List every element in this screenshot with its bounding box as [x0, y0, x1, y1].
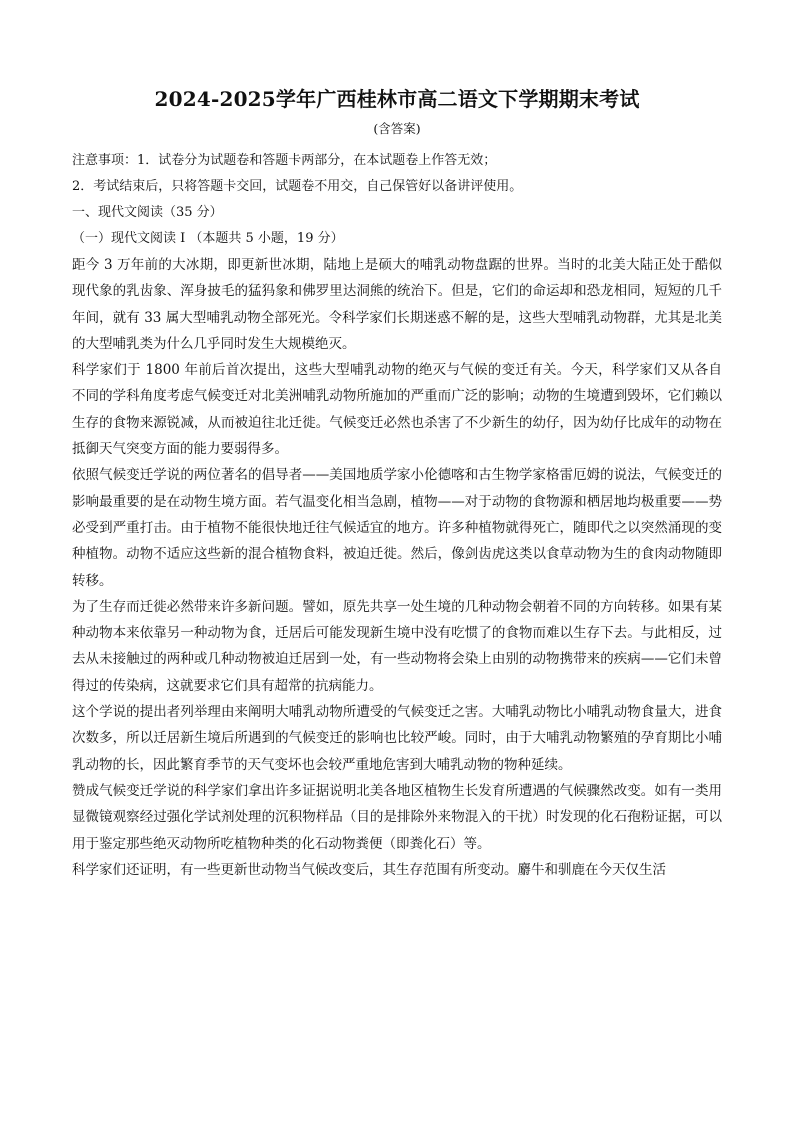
section-heading: 一、现代文阅读（35 分） [72, 205, 223, 220]
body-paragraph: 依照气候变迁学说的两位著名的倡导者——美国地质学家小伦德喀和古生物学家格雷厄姆的说法，气候变迁的影响最重要的是在动物生境方面。若气温变化相当急剧，植物——对于动物的食物源和栖居地均极重要——势必受到严重打击。由于植物不能很快地迁往气候适宜的地方。许多种植物就得死亡，随即代之以突然涌现的变种植物。动物不适应这些新的混合植物食料，被迫迁徙。然后，像剑齿虎这类以食草动物为生的食肉动物随即转移。 [72, 467, 722, 589]
body-paragraph: 科学家们于 1800 年前后首次提出，这些大型哺乳动物的绝灭与气候的变迁有关。今天，科学家们又从各自不同的学科角度考虑气候变迁对北美洲哺乳动物所施加的严重而广泛的影响；动物的生境遭到毁坏，它们赖以生存的食物来源锐减，从而被迫往北迁徙。气候变迁必然也杀害了不少新生的幼仔，因为幼仔比成年的动物在抵御天气突变方面的能力要弱得多。 [72, 362, 722, 458]
body-paragraph: 这个学说的提出者列举理由来阐明大哺乳动物所遭受的气候变迁之害。大哺乳动物比小哺乳动物食量大，进食次数多，所以迁居新生境后所遇到的气候变迁的影响也比较严峻。同时，由于大哺乳动物繁殖的孕育期比小哺乳动物的长，因此繁育季节的天气变坏也会较严重地危害到大哺乳动物的物种延续。 [72, 704, 722, 773]
page-subtitle: (含答案) [373, 121, 421, 136]
body-paragraph: 距今 3 万年前的大冰期，即更新世冰期，陆地上是硕大的哺乳动物盘踞的世界。当时的北美大陆正处于酷似现代象的乳齿象、浑身披毛的猛犸象和佛罗里达洞熊的统治下。但是，它们的命运却和恐龙相同，短短的几千年间，就有 33 属大型哺乳动物全部死光。令科学家们长期迷惑不解的是，这些大型哺乳动物群，尤其是北美的大型哺乳类为什么几乎同时发生大规模绝灭。 [72, 257, 722, 352]
page-title: 2024-2025学年广西桂林市高二语文下学期期末考试 [154, 87, 640, 111]
notice-line-2: 2．考试结束后，只将答题卡交回，试题卷不用交，自己保管好以备讲评使用。 [72, 179, 523, 194]
subsection-heading: （一）现代文阅读 I （本题共 5 小题，19 分） [72, 231, 344, 246]
notice-line-1: 注意事项：1．试卷分为试题卷和答题卡两部分，在本试题卷上作答无效； [72, 153, 497, 168]
body-paragraph: 科学家们还证明，有一些更新世动物当气候改变后，其生存范围有所变动。麝牛和驯鹿在今天仅生活 [72, 861, 666, 878]
body-paragraph: 为了生存而迁徙必然带来许多新问题。譬如，原先共享一处生境的几种动物会朝着不同的方向转移。如果有某种动物本来依靠另一种动物为食，迁居后可能发现新生境中没有吃惯了的食物而难以生存下去。与此相反，过去从未接触过的两种或几种动物被迫迁居到一处，有一些动物将会染上由别的动物携带来的疾病——它们未曾得过的传染病，这就要求它们具有超常的抗病能力。 [72, 598, 722, 694]
body-paragraph: 赞成气候变迁学说的科学家们拿出许多证据说明北美各地区植物生长发育所遭遇的气候骤然改变。如有一类用显微镜观察经过强化学试剂处理的沉积物样品（目的是排除外来物混入的干扰）时发现的化石孢粉证据，可以用于鉴定那些绝灭动物所吃植物种类的化石动物粪便（即粪化石）等。 [72, 782, 722, 852]
